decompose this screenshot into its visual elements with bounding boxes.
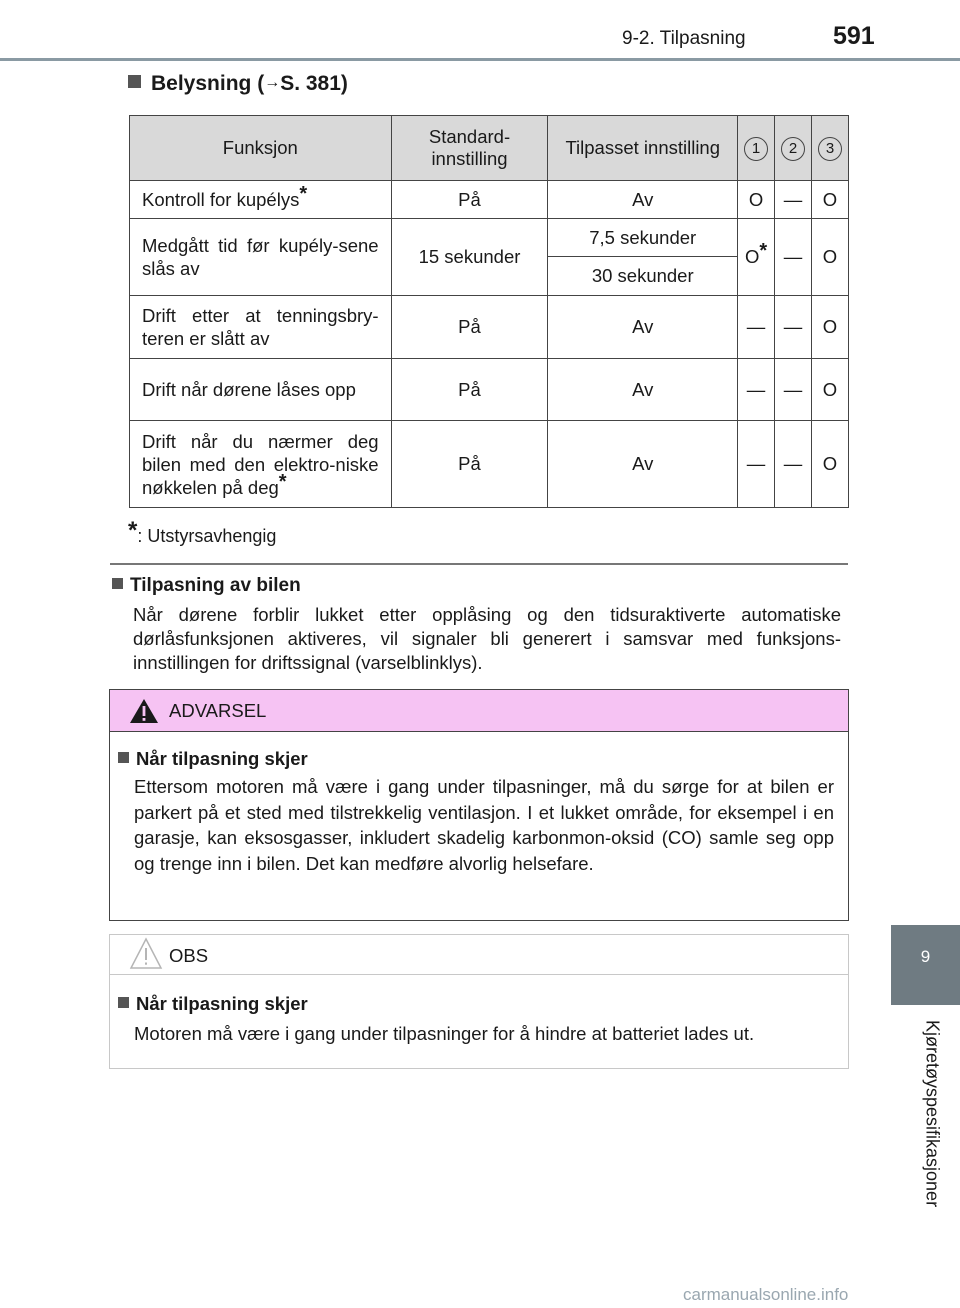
cell-default: 15 sekunder [391,219,548,296]
cell-custom: Av [548,421,738,508]
cell-c1: — [738,421,775,508]
table-row [130,181,849,219]
notice-title: OBS [169,945,209,966]
cell-function: Medgått tid før kupély-sene slås av [130,219,392,296]
square-bullet-icon [128,75,141,88]
cell-default: På [391,421,548,508]
header-custom: Tilpasset innstilling [548,116,738,181]
cell-default: På [391,296,548,359]
chapter-tab [891,925,960,1005]
cell-c2: — [775,219,812,296]
cell-c2: — [775,296,812,359]
cell-custom: Av [548,181,738,219]
settings-table [129,115,849,508]
warning-text: Ettersom motoren må være i gang under tilpasninger, må du sørge for at bilen er parkert på et sted med tilstrekkelig ventilasjon. I et lukket område, for eksempel i en garasje, kan eksosgasser, inkludert skadelig karbonmon-oksid (CO) samle seg opp og trenge inn i bilen. Det kan medføre alvorlig helsefare. [134,776,834,874]
section-heading: Belysning (→S. 381) [128,72,348,96]
caution-triangle-icon [129,937,163,971]
cell-c1: O [738,181,775,219]
table-row [130,296,849,359]
cell-function: Drift når du nærmer deg bilen med den elektro-niske nøkkelen på deg* [130,421,392,508]
warning-title: ADVARSEL [169,700,267,721]
subsection-heading: Tilpasning av bilen [112,575,301,597]
circled-3-icon: 3 [818,137,842,161]
cell-function: Kontroll for kupélys* [130,181,392,219]
cell-custom: 7,5 sekunder [548,219,738,257]
table-row [130,219,849,257]
watermark: carmanualsonline.info [683,1285,849,1304]
warning-subheading: Når tilpasning skjer [118,748,308,770]
circled-1-icon: 1 [744,137,768,161]
cell-c3: O [811,181,848,219]
table-row [130,359,849,421]
chapter-label: Kjøretøyspesifikasjoner [922,1020,943,1208]
header-rule [0,58,960,61]
notice-box [109,934,849,1069]
circled-2-icon: 2 [781,137,805,161]
section-title: 9-2. Tilpasning [622,28,746,49]
cell-c2: — [775,181,812,219]
cell-function: Drift etter at tenningsbry-teren er slått av [130,296,392,359]
cell-c1: — [738,359,775,421]
cell-c3: O [811,219,848,296]
cell-custom: 30 sekunder [548,257,738,296]
cell-c1: — [738,296,775,359]
header-col1 [738,116,775,181]
notice-text: Motoren må være i gang under tilpasninger for å hindre at batteriet lades ut. [134,1023,755,1044]
square-bullet-icon [118,752,129,763]
cell-function: Drift når dørene låses opp [130,359,392,421]
cell-c3: O [811,359,848,421]
cell-c1: O* [738,219,775,296]
header-default: Standard- innstilling [391,116,548,181]
header-col3 [811,116,848,181]
cell-default: På [391,359,548,421]
cell-c3: O [811,421,848,508]
subsection-text: Når dørene forblir lukket etter opplåsing og den tidsuraktiverte automatiske dørlåsfunksjonen aktiveres, vil signaler bli generert i samsvar med funksjons-innstillingen for driftssignal (varselblinklys). [133,604,841,673]
square-bullet-icon [112,578,123,589]
table-row [130,421,849,508]
notice-header [110,935,848,975]
cell-custom: Av [548,296,738,359]
arrow-icon: → [264,74,281,91]
header-function: Funksjon [130,116,392,181]
footnote: *: Utstyrsavhengig [128,517,277,546]
warning-box [109,689,849,921]
chapter-number: 9 [920,947,931,966]
warning-header [110,690,848,732]
cell-custom: Av [548,359,738,421]
table-header-row [130,116,849,181]
notice-subheading: Når tilpasning skjer [118,993,308,1015]
page-number: 591 [833,22,875,50]
warning-triangle-icon [129,698,159,724]
cell-c3: O [811,296,848,359]
square-bullet-icon [118,997,129,1008]
cell-c2: — [775,421,812,508]
divider [110,563,848,565]
cell-default: På [391,181,548,219]
header-col2 [775,116,812,181]
cell-c2: — [775,359,812,421]
